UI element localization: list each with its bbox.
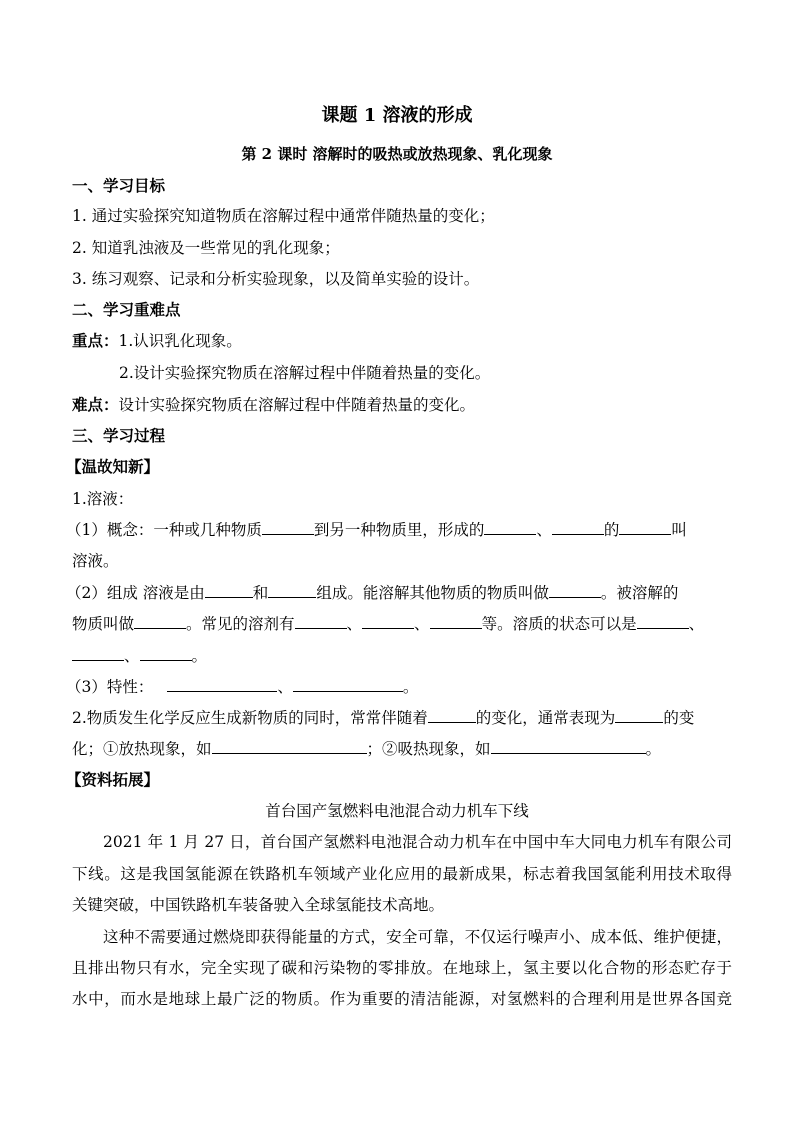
fill-blank[interactable] <box>134 614 186 629</box>
question-2-text: 的变化，通常表现为 <box>475 709 616 727</box>
fill-blank[interactable] <box>428 708 476 723</box>
composition-text: 等。溶质的状态可以是 <box>481 615 637 633</box>
difficulty-label: 难点： <box>72 395 119 414</box>
composition-text: 。被溶解的 <box>600 584 679 602</box>
question-2-text: 的变 <box>663 709 695 727</box>
property-text: （3）特性： <box>66 678 154 696</box>
key-label: 重点： <box>72 331 119 350</box>
composition-text: 、 <box>346 615 363 633</box>
fill-blank[interactable] <box>552 520 604 535</box>
fill-blank[interactable] <box>484 520 536 535</box>
article-paragraph-1: 2021 年 1 月 27 日，首台国产氢燃料电池混合动力机车在中国中车大同电力机车有限公司 <box>103 833 732 851</box>
page-subtitle: 第 2 课时 溶解时的吸热或放热现象、乳化现象 <box>241 145 553 163</box>
composition-text: （2）组成 溶液是由 <box>66 584 205 602</box>
question-2-text: 化；①放热现象，如 <box>72 740 212 758</box>
question-2-text: ；②吸热现象，如 <box>366 740 491 758</box>
fill-blank[interactable] <box>637 614 689 629</box>
composition-line <box>66 583 732 603</box>
fill-blank[interactable] <box>205 583 253 598</box>
property-text: 、 <box>277 678 293 696</box>
concept-text: 的 <box>603 521 620 539</box>
extension-heading: 【资料拓展】 <box>66 770 160 789</box>
article-title: 首台国产氢燃料电池混合动力机车下线 <box>265 802 529 820</box>
fill-blank[interactable] <box>72 646 124 661</box>
objective-item: 2. 知道乳浊液及一些常见的乳化现象； <box>72 239 340 257</box>
composition-text: 、 <box>414 615 430 633</box>
question-2-text: 2.物质发生化学反应生成新物质的同时，常常伴随着 <box>72 709 428 727</box>
fill-blank[interactable] <box>362 614 414 629</box>
fill-blank[interactable] <box>491 739 646 754</box>
fill-blank[interactable] <box>619 520 671 535</box>
concept-text: （1）概念：一种或几种物质 <box>66 521 262 539</box>
concept-line <box>66 520 732 540</box>
composition-line-3 <box>72 646 732 666</box>
difficulty-text: 设计实验探究物质在溶解过程中伴随着热量的变化。 <box>118 396 476 414</box>
fill-blank[interactable] <box>140 646 192 661</box>
fill-blank[interactable] <box>262 520 314 535</box>
section-heading-process: 三、学习过程 <box>72 426 166 445</box>
key-point-2: 2.设计实验探究物质在溶解过程中伴随着热量的变化。 <box>119 364 491 382</box>
property-text: 。 <box>402 678 419 696</box>
objective-item: 3. 练习观察、记录和分析实验现象，以及简单实验的设计。 <box>72 270 480 288</box>
fill-blank[interactable] <box>268 583 316 598</box>
composition-text: 。常见的溶剂有 <box>186 615 295 633</box>
concept-text: 、 <box>536 521 552 539</box>
fill-blank[interactable] <box>615 708 663 723</box>
fill-blank[interactable] <box>167 677 277 692</box>
fill-blank[interactable] <box>293 677 403 692</box>
article-paragraph-1: 下线。这是我国氢能源在铁路机车领域产业化应用的最新成果，标志着我国氢能利用技术取得 <box>72 865 732 883</box>
property-line <box>66 677 726 697</box>
section-heading-objectives: 一、学习目标 <box>72 176 166 195</box>
key-point-1: 1.认识乳化现象。 <box>118 332 242 350</box>
article-paragraph-2: 水中，而水是地球上最广泛的物质。作为重要的清洁能源，对氢燃料的合理利用是世界各国竞 <box>72 990 732 1008</box>
composition-text: 组成。能溶解其他物质的物质叫做 <box>316 584 549 602</box>
composition-text: 物质叫做 <box>72 615 135 633</box>
fill-blank[interactable] <box>212 739 367 754</box>
question-2-line-2 <box>72 739 732 759</box>
objective-item: 1. 通过实验探究知道物质在溶解过程中通常伴随热量的变化； <box>72 207 495 225</box>
fill-blank[interactable] <box>295 614 347 629</box>
composition-text: 和 <box>252 584 269 602</box>
concept-text: 到另一种物质里，形成的 <box>313 521 485 539</box>
concept-line-end: 溶液。 <box>72 552 119 570</box>
review-heading: 【温故知新】 <box>66 457 160 476</box>
question-2-text: 。 <box>645 740 662 758</box>
fill-blank[interactable] <box>430 614 482 629</box>
article-paragraph-2: 且排出物只有水，完全实现了碳和污染物的零排放。在地球上，氢主要以化合物的形态贮存于 <box>72 959 732 977</box>
page-title: 课题 1 溶液的形成 <box>321 105 473 126</box>
question-2-line <box>72 708 732 728</box>
section-heading-key-points: 二、学习重难点 <box>72 300 181 319</box>
composition-text: 、 <box>688 615 705 633</box>
article-paragraph-1: 关键突破，中国铁路机车装备驶入全球氢能技术高地。 <box>72 896 445 914</box>
fill-blank[interactable] <box>549 583 601 598</box>
article-paragraph-2: 这种不需要通过燃烧即获得能量的方式，安全可靠，不仅运行噪声小、成本低、维护便捷， <box>103 928 732 946</box>
key-point-line <box>72 331 732 351</box>
difficulty-line <box>72 395 732 415</box>
composition-text: 、 <box>124 647 140 665</box>
composition-line-2 <box>72 614 732 634</box>
concept-text: 叫 <box>671 521 687 539</box>
question-1-label: 1.溶液： <box>72 490 134 508</box>
composition-text: 。 <box>191 647 208 665</box>
